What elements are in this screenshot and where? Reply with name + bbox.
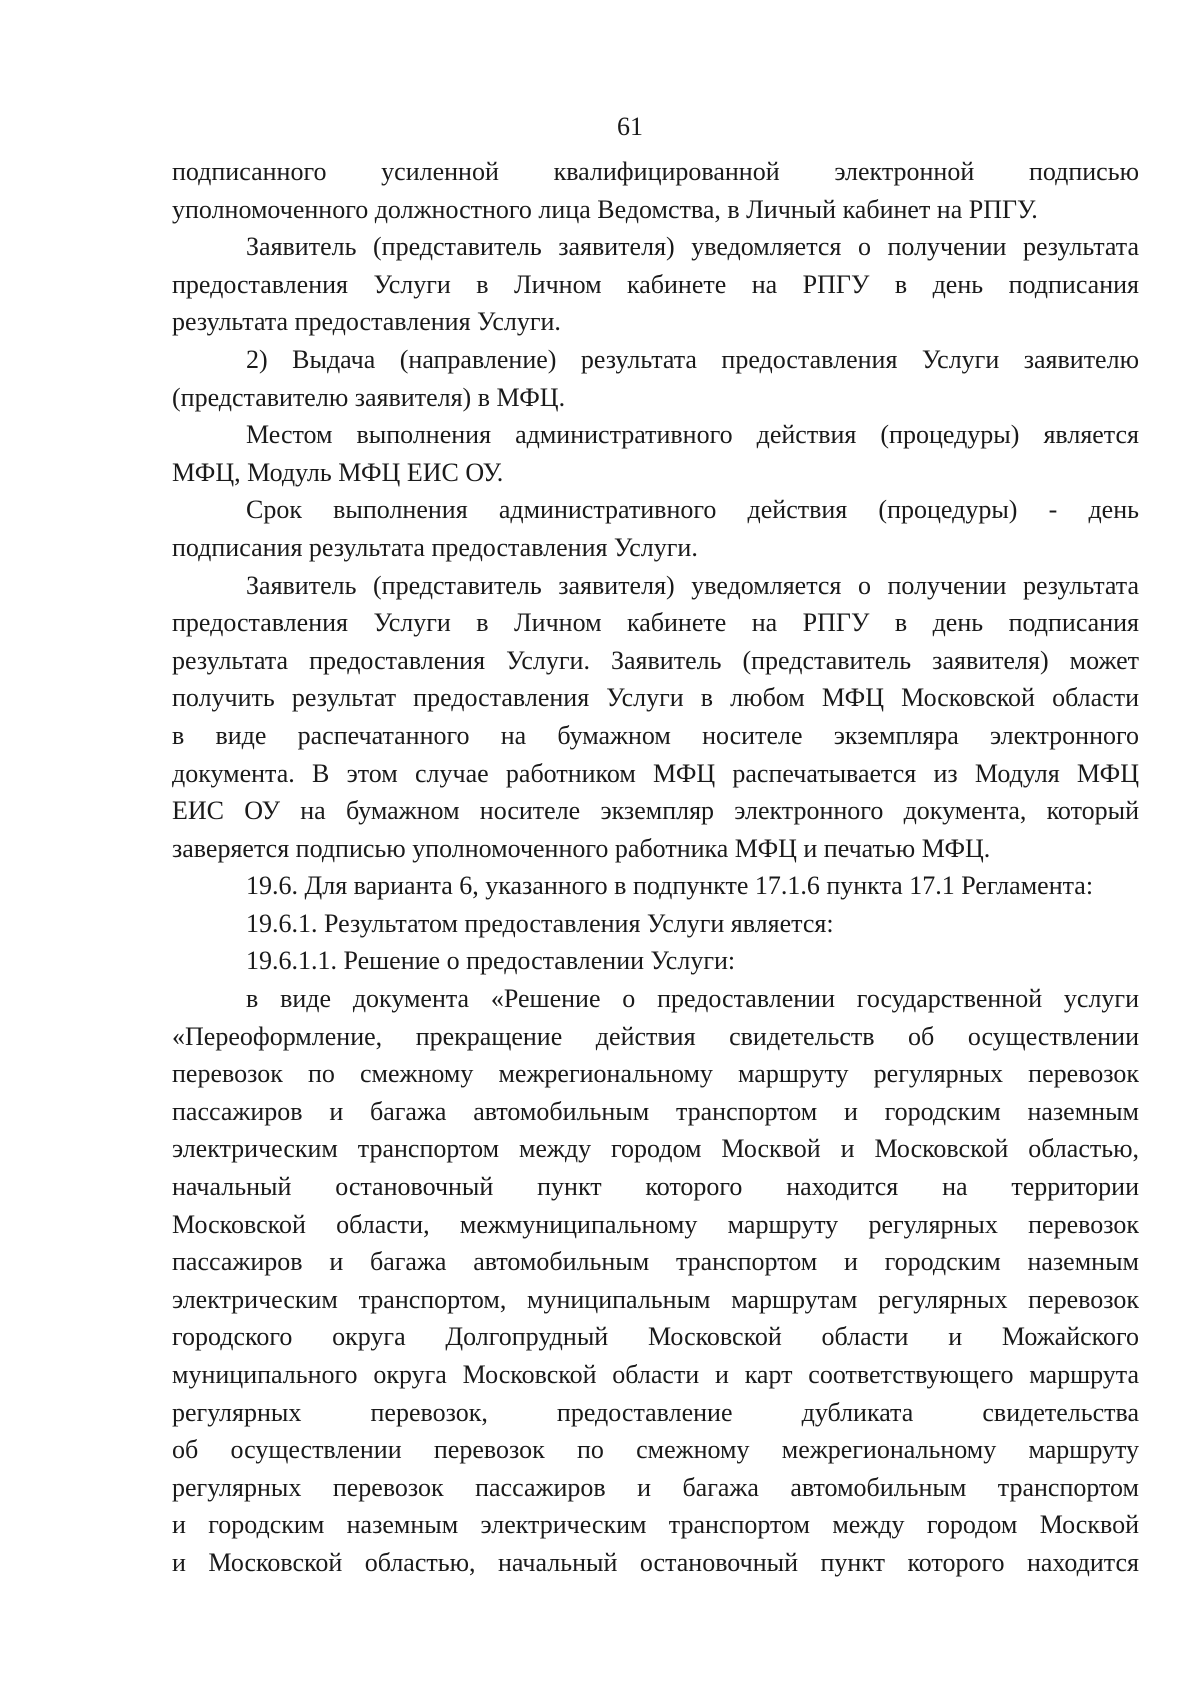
text-line: Заявитель (представитель заявителя) уведомляется о получении результата — [246, 232, 1139, 262]
text-line: заверяется подписью уполномоченного работника МФЦ и печатью МФЦ. — [172, 833, 991, 863]
text-line: «Переоформление, прекращение действия свидетельств об осуществлении — [172, 1021, 1139, 1051]
text-line: регулярных перевозок, предоставление дубликата свидетельства — [172, 1397, 1139, 1427]
text-line: результата предоставления Услуги. — [172, 307, 561, 337]
text-line: регулярных перевозок пассажиров и багажа автомобильным транспортом — [172, 1472, 1139, 1502]
text-line: и городским наземным электрическим транспортом между городом Москвой — [172, 1510, 1139, 1540]
text-line: 19.6.1. Результатом предоставления Услуги является: — [246, 908, 834, 938]
text-line: 19.6.1.1. Решение о предоставлении Услуги: — [246, 946, 736, 976]
text-line: Заявитель (представитель заявителя) уведомляется о получении результата — [246, 570, 1139, 600]
text-line: МФЦ, Модуль МФЦ ЕИС ОУ. — [172, 457, 504, 487]
text-line: в виде документа «Решение о предоставлении государственной услуги — [246, 984, 1139, 1014]
text-line: документа. В этом случае работником МФЦ распечатывается из Модуля МФЦ — [172, 758, 1139, 788]
text-line: электрическим транспортом между городом Москвой и Московской областью, — [172, 1134, 1139, 1164]
text-line: об осуществлении перевозок по смежному межрегиональному маршруту — [172, 1435, 1139, 1465]
text-line: Московской области, межмуниципальному маршруту регулярных перевозок — [172, 1209, 1139, 1239]
text-line: получить результат предоставления Услуги в любом МФЦ Московской области — [172, 683, 1139, 713]
text-line: 2) Выдача (направление) результата предоставления Услуги заявителю — [246, 344, 1139, 374]
text-line: результата предоставления Услуги. Заявитель (представитель заявителя) может — [172, 645, 1139, 675]
text-line: подписания результата предоставления Услуги. — [172, 532, 698, 562]
text-line: перевозок по смежному межрегиональному маршруту регулярных перевозок — [172, 1059, 1139, 1089]
text-line: муниципального округа Московской области и карт соответствующего маршрута — [172, 1360, 1139, 1389]
text-line: предоставления Услуги в Личном кабинете на РПГУ в день подписания — [172, 269, 1139, 299]
text-line: подписанного усиленной квалифицированной электронной подписью — [172, 157, 1139, 186]
text-line: и Московской областью, начальный остановочный пункт которого находится — [172, 1547, 1139, 1577]
document-body — [172, 153, 1139, 1582]
text-line: Срок выполнения административного действия (процедуры) - день — [246, 495, 1139, 525]
text-line: начальный остановочный пункт которого находится на территории — [172, 1172, 1139, 1202]
text-line: уполномоченного должностного лица Ведомства, в Личный кабинет на РПГУ. — [172, 194, 1038, 224]
text-line: 19.6. Для варианта 6, указанного в подпункте 17.1.6 пункта 17.1 Регламента: — [246, 871, 1094, 901]
text-line: электрическим транспортом, муниципальным маршрутам регулярных перевозок — [172, 1284, 1139, 1314]
text-line: (представителю заявителя) в МФЦ. — [172, 382, 566, 412]
text-line: городского округа Долгопрудный Московской области и Можайского — [172, 1322, 1139, 1352]
text-line: пассажиров и багажа автомобильным транспортом и городским наземным — [172, 1096, 1139, 1126]
page-number: 61 — [617, 112, 643, 141]
text-line: ЕИС ОУ на бумажном носителе экземпляр электронного документа, который — [172, 796, 1139, 826]
text-line: Местом выполнения административного действия (процедуры) является — [246, 420, 1139, 450]
text-line: предоставления Услуги в Личном кабинете на РПГУ в день подписания — [172, 608, 1139, 638]
text-line: в виде распечатанного на бумажном носителе экземпляра электронного — [172, 720, 1139, 750]
text-line: пассажиров и багажа автомобильным транспортом и городским наземным — [172, 1247, 1139, 1277]
